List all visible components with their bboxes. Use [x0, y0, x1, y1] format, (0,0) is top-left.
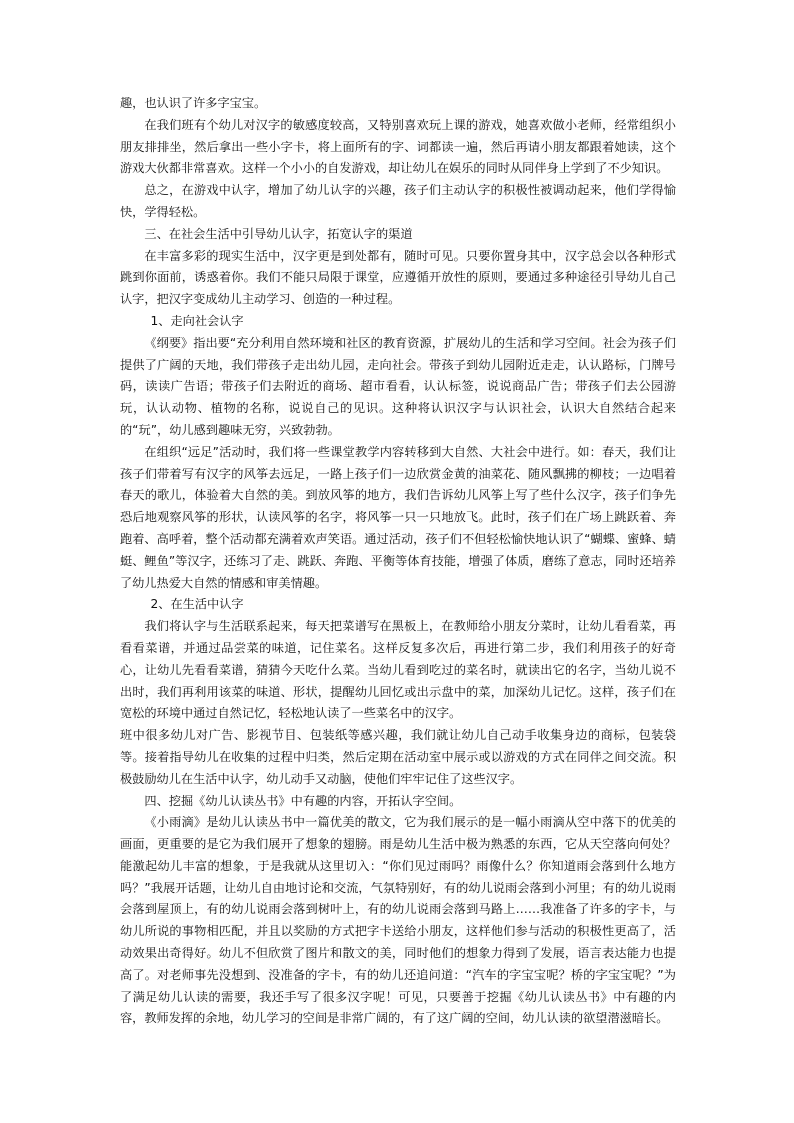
paragraph-guideline-quote: 《纲要》指出要“充分利用自然环境和社区的教育资源，扩展幼儿的生活和学习空间。社会为孩子们提供了广阔的天地，我们带孩子走出幼儿园，走向社会。带孩子到幼儿园附近走走，认认路标，门牌号码，读读广告语；带孩子们去附近的商场、超市看看，认认标签，说说商品广告；带孩子们去公园游玩，认认动物、植物的名称，说说自己的见识。这种将认识汉字与认识社会，认识大自然结合起来的“玩”，幼儿感到趣味无穷，兴致勃勃。 [120, 335, 676, 437]
section-heading-3: 三、在社会生活中引导幼儿认字，拓宽认字的渠道 [144, 226, 413, 241]
paragraph-menu-reading: 我们将认字与生活联系起来，每天把菜谱写在黑板上，在教师给小朋友分菜时，让幼儿看看菜，再看看菜谱，并通过品尝菜的味道，记住菜名。这样反复多次后，再进行第二步，我们利用孩子的好奇心，让幼儿先看看菜谱，猜猜今天吃什么菜。当幼儿看到吃过的菜名时，就读出它的名字，当幼儿说不出时，我们再利用该菜的味道、形状，提醒幼儿回忆或出示盘中的菜，加深幼儿记忆。这样，孩子们在宽松的环境中通过自然记忆，轻松地认读了一些菜名中的汉字。 [120, 619, 676, 721]
document-page [120, 93, 676, 1030]
paragraph-intro-continuation: 趣，也认识了许多字宝宝。 [120, 96, 267, 110]
section-heading-4: 四、挖掘《幼儿认读丛书》中有趣的内容，开拓认字空间。 [144, 793, 462, 808]
paragraph-raindrop-story: 《小雨滴》是幼儿认读丛书中一篇优美的散文，它为我们展示的是一幅小雨滴从空中落下的优美的画面，更重要的是它为我们展开了想象的翅膀。雨是幼儿生活中极为熟悉的东西，它从天空落向何处？能激起幼儿丰富的想象，于是我就从这里切入：“你们见过雨吗？雨像什么？你知道雨会落到什么地方吗？”我展开话题，让幼儿自由地讨论和交流，气氛特别好，有的幼儿说雨会落到小河里；有的幼儿说雨会落到屋顶上，有的幼儿说雨会落到树叶上，有的幼儿说雨会落到马路上……我准备了许多的字卡，与幼儿所说的事物相匹配，并且以奖励的方式把字卡送给小朋友，这样他们参与活动的积极性更高了，活动效果出奇得好。幼儿不但欣赏了图片和散文的美，同时他们的想象力得到了发展，语言表达能力也提高了。对老师事先没想到、没准备的字卡，有的幼儿还追问道：“汽车的字宝宝呢？桥的字宝宝呢？”为了满足幼儿认读的需要，我还手写了很多汉字呢！可见，只要善于挖掘《幼儿认读丛书》中有趣的内容，教师发挥的余地，幼儿学习的空间是非常广阔的，有了这广阔的空间，幼儿认读的欲望潜滋暗长。 [120, 815, 676, 1026]
paragraph-social-life: 在丰富多彩的现实生活中，汉字更是到处都有，随时可见。只要你置身其中，汉字总会以各种形式跳到你面前，诱惑着你。我们不能只局限于课堂，应遵循开放性的原则，要通过多种途径引导幼儿自己认字，把汉字变成幼儿主动学习、创造的一种过程。 [120, 248, 676, 307]
subheading-go-to-society: 1、走向社会认字 [150, 313, 244, 328]
paragraph-little-teacher-game: 在我们班有个幼儿对汉字的敏感度较高，又特别喜欢玩上课的游戏，她喜欢做小老师，经常组织小朋友排排坐，然后拿出一些小字卡，将上面所有的字、词都读一遍，然后再请小朋友都跟着她读，这个游戏大伙都非常喜欢。这样一个小小的自发游戏，却让幼儿在娱乐的同时从同伴身上学到了不少知识。 [120, 117, 676, 176]
paragraph-ads-collection: 班中很多幼儿对广告、影视节目、包装纸等感兴趣，我们就让幼儿自己动手收集身边的商标，包装袋等。接着指导幼儿在收集的过程中归类，然后定期在活动室中展示或以游戏的方式在同伴之间交流。积极鼓励幼儿在生活中认字，幼儿动手又动脑，使他们牢牢记住了这些汉字。 [120, 728, 676, 786]
subheading-daily-life: 2、在生活中认字 [150, 597, 244, 612]
paragraph-game-summary: 总之，在游戏中认字，增加了幼儿认字的兴趣，孩子们主动认字的积极性被调动起来，他们学得愉快，学得轻松。 [120, 183, 676, 219]
paragraph-outing-activity: 在组织“远足”活动时，我们将一些课堂教学内容转移到大自然、大社会中进行。如：春天，我们让孩子们带着写有汉字的风筝去远足，一路上孩子们一边欣赏金黄的油菜花、随风飘拂的柳枝；一边唱着春天的歌儿，体验着大自然的美。到放风筝的地方，我们告诉幼儿风筝上写了些什么汉字，孩子们争先恐后地观察风筝的形状，认读风筝的名字，将风筝一只一只地放飞。此时，孩子们在广场上跳跃着、奔跑着、高呼着，整个活动都充满着欢声笑语。通过活动，孩子们不但轻松愉快地认识了“蝴蝶、蜜蜂、蜻蜓、鲤鱼”等汉字，还练习了走、跳跃、奔跑、平衡等体育技能，增强了体质，磨练了意志，同时还培养了幼儿热爱大自然的情感和审美情趣。 [120, 444, 676, 590]
